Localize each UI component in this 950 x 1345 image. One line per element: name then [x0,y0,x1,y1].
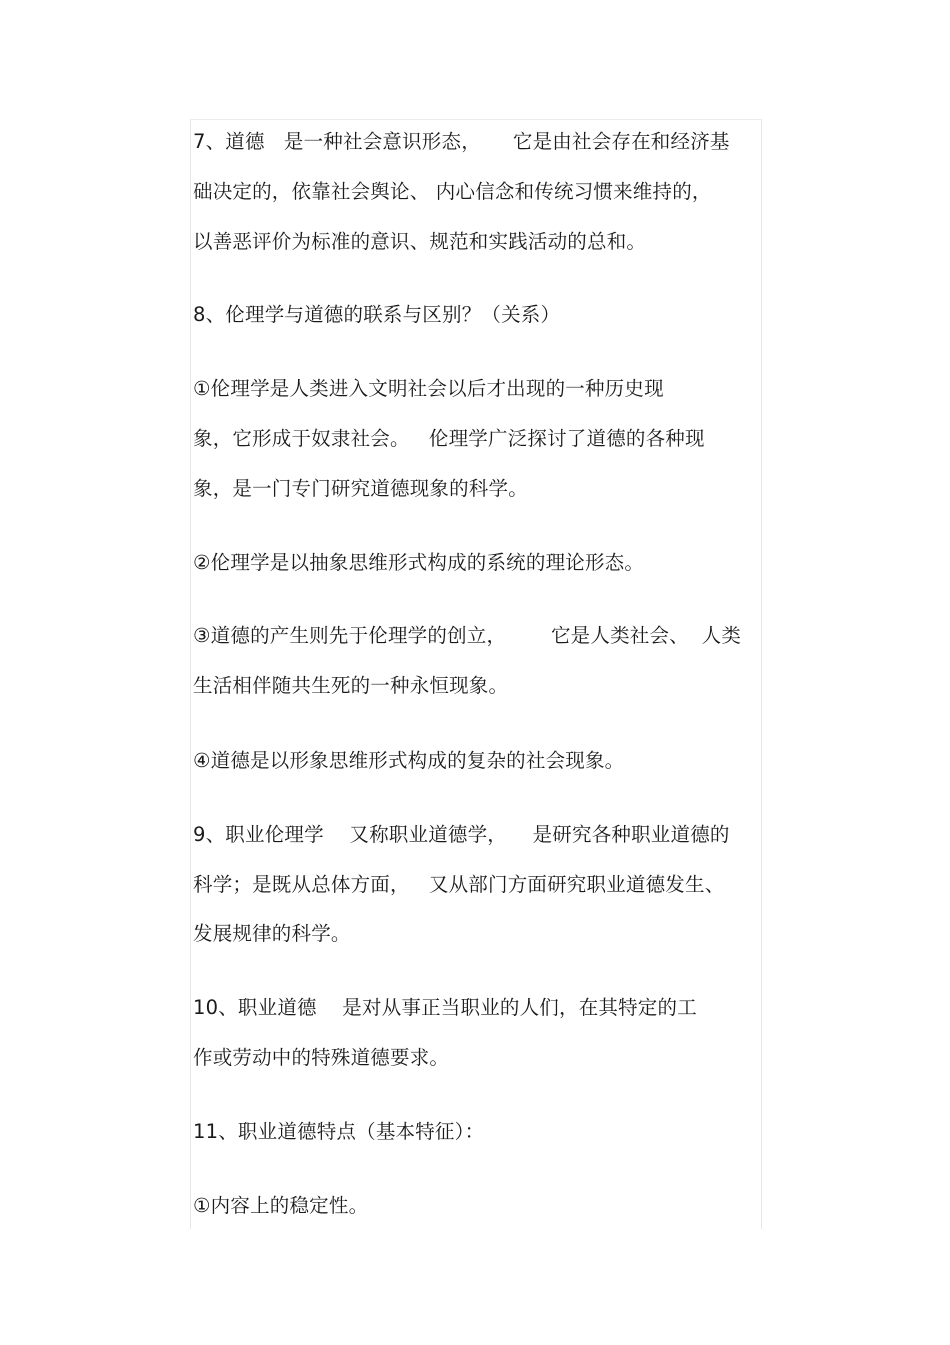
text-line: ②伦理学是以抽象思维形式构成的系统的理论形态。 [193,551,645,574]
text-line: ③道德的产生则先于伦理学的创立， 它是人类社会、 人类 [193,624,742,647]
text-line: 础决定的，依靠社会舆论、 内心信念和传统习惯来维持的， [193,180,712,203]
section-heading: 11、职业道德特点（基本特征）： [193,1120,485,1143]
section-heading: 9、职业伦理学 又称职业道德学， 是研究各种职业道德的 [193,823,730,846]
text-line: 象，是一门专门研究道德现象的科学。 [193,477,528,500]
text-line: 作或劳动中的特殊道德要求。 [193,1046,450,1069]
text-line: 发展规律的科学。 [193,922,351,945]
text-line: ①内容上的稳定性。 [193,1194,369,1217]
text-line: ④道德是以形象思维形式构成的复杂的社会现象。 [193,749,625,772]
text-line: 7、道德 是一种社会意识形态， 它是由社会存在和经济基 [193,130,730,153]
text-line: 以善恶评价为标准的意识、规范和实践活动的总和。 [193,230,647,253]
text-line: ①伦理学是人类进入文明社会以后才出现的一种历史现 [193,377,664,400]
section-heading: 10、职业道德 是对从事正当职业的人们，在其特定的工 [193,996,697,1019]
text-line: 生活相伴随共生死的一种永恒现象。 [193,674,509,697]
section-heading: 8、伦理学与道德的联系与区别？（关系） [193,303,561,326]
text-line: 象，它形成于奴隶社会。 伦理学广泛探讨了道德的各种现 [193,427,705,450]
text-line: 科学；是既从总体方面， 又从部门方面研究职业道德发生、 [193,873,725,896]
